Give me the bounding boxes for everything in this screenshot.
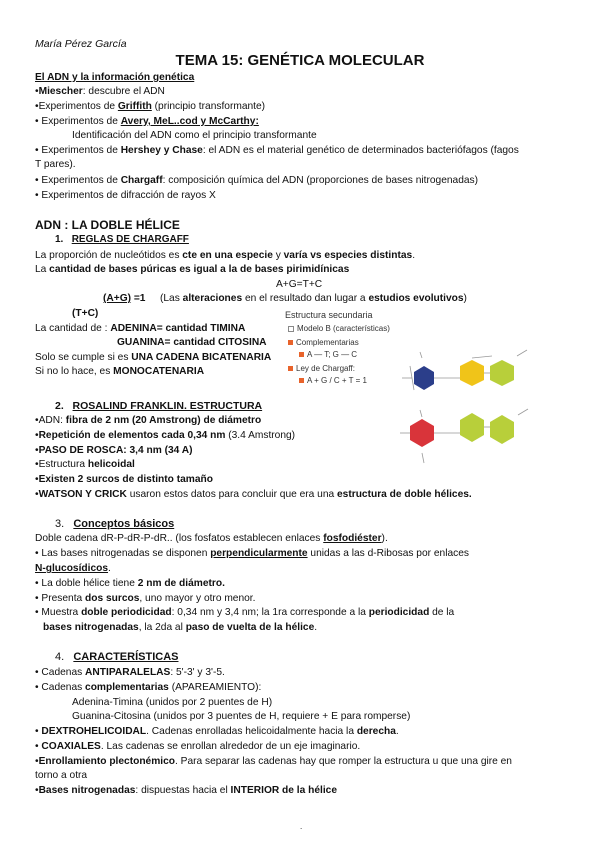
list-item: • La doble hélice tiene 2 nm de diámetro. bbox=[35, 578, 225, 589]
paragraph: (Las alteraciones en el resultado dan lugar a estudios evolutivos) bbox=[160, 293, 467, 304]
subheading-caracteristicas: 4. CARACTERÍSTICAS bbox=[55, 651, 179, 663]
paragraph: Doble cadena dR-P-dR-P-dR.. (los fosfatos establecen enlaces fosfodiéster). bbox=[35, 533, 388, 544]
list-item: •Existen 2 surcos de distinto tamaño bbox=[35, 474, 213, 485]
subheading-conceptos: 3. Conceptos básicos bbox=[55, 518, 175, 530]
list-item: •ADN: fibra de 2 nm (20 Amstrong) de diámetro bbox=[35, 415, 262, 426]
list-item: • Cadenas complementarias (APAREAMIENTO): bbox=[35, 682, 262, 693]
list-item: •Estructura helicoidal bbox=[35, 459, 135, 470]
list-item: •PASO DE ROSCA: 3,4 nm (34 A) bbox=[35, 445, 193, 456]
list-item: • Muestra doble periodicidad: 0,34 nm y 3,4 nm; la 1ra corresponde a la periodicidad de la bbox=[35, 607, 455, 618]
subheading-franklin: 2. ROSALIND FRANKLIN. ESTRUCTURA bbox=[55, 400, 263, 412]
paragraph: La cantidad de bases púricas es igual a la de bases pirimidínicas bbox=[35, 264, 350, 275]
paragraph: La cantidad de : ADENINA= cantidad TIMINA bbox=[35, 323, 246, 334]
page-footer-dot: . bbox=[300, 822, 303, 831]
list-item: •Bases nitrogenadas: dispuestas hacia el INTERIOR de la hélice bbox=[35, 785, 337, 796]
list-item: •Experimentos de Griffith (principio transformante) bbox=[35, 101, 266, 112]
list-subitem: Guanina-Citosina (unidos por 3 puentes de H, requiere + E para romperse) bbox=[72, 711, 411, 722]
list-item: • Experimentos de Chargaff: composición química del ADN (proporciones de bases nitrogenadas) bbox=[35, 175, 479, 186]
base-pair-at-drawing bbox=[402, 348, 532, 408]
list-item: • Experimentos de difracción de rayos X bbox=[35, 190, 216, 201]
page-title: TEMA 15: GENÉTICA MOLECULAR bbox=[175, 52, 425, 69]
paragraph: Si no lo hace, es MONOCATENARIA bbox=[35, 366, 205, 377]
list-item: •Repetición de elementos cada 0,34 nm (3.4 Amstrong) bbox=[35, 430, 296, 441]
list-item: • Experimentos de Avery, MeL..cod y McCarthy: bbox=[35, 116, 259, 127]
diagram-row: Modelo B (características) bbox=[288, 324, 390, 333]
list-item-cont: N-glucosídicos. bbox=[35, 563, 111, 574]
paragraph: GUANINA= cantidad CITOSINA bbox=[117, 337, 267, 348]
paragraph: La proporción de nucleótidos es cte en una especie y varía vs especies distintas. bbox=[35, 250, 416, 261]
diagram-row: A — T; G — C bbox=[299, 350, 357, 359]
section-heading-doble-helice: ADN : LA DOBLE HÉLICE bbox=[35, 218, 180, 232]
author-name: María Pérez García bbox=[35, 38, 127, 50]
diagram-row: Complementarias bbox=[288, 338, 359, 347]
formula: A+G=T+C bbox=[276, 279, 323, 290]
list-item: • Experimentos de Hershey y Chase: el ADN es el material genético de determinados bacteriófagos (fagos bbox=[35, 145, 519, 156]
list-item-cont: torno a otra bbox=[35, 770, 88, 781]
list-item: •Miescher: descubre el ADN bbox=[35, 86, 165, 97]
fraction-formula: (A+G) =1 bbox=[103, 293, 146, 304]
list-item: •WATSON Y CRICK usaron estos datos para concluir que era una estructura de doble hélices. bbox=[35, 489, 472, 500]
list-item-cont: bases nitrogenadas, la 2da al paso de vuelta de la hélice. bbox=[43, 622, 318, 633]
list-item: •Enrollamiento plectonémico. Para separar las cadenas hay que romper la estructura u que una gire en bbox=[35, 756, 512, 767]
list-item: • COAXIALES. Las cadenas se enrollan alrededor de un eje imaginario. bbox=[35, 741, 361, 752]
list-subitem: Adenina-Timina (unidos por 2 puentes de H) bbox=[72, 697, 273, 708]
list-item: • Cadenas ANTIPARALELAS: 5'-3' y 3'-5. bbox=[35, 667, 225, 678]
section-heading-adn-info: El ADN y la información genética bbox=[35, 72, 195, 83]
subheading-chargaff: 1. REGLAS DE CHARGAFF bbox=[55, 234, 189, 245]
base-pair-gc-drawing bbox=[400, 405, 532, 467]
diagram-row: Ley de Chargaff: bbox=[288, 364, 355, 373]
fraction-denominator: (T+C) bbox=[72, 308, 99, 319]
diagram-title: Estructura secundaria bbox=[285, 310, 373, 320]
list-item: • DEXTROHELICOIDAL. Cadenas enrolladas helicoidalmente hacia la derecha. bbox=[35, 726, 399, 737]
paragraph: Solo se cumple si es UNA CADENA BICATENARIA bbox=[35, 352, 272, 363]
list-subitem: Identificación del ADN como el principio transformante bbox=[72, 130, 317, 141]
diagram-row: A + G / C + T = 1 bbox=[299, 376, 367, 385]
list-item-cont: T pares). bbox=[35, 159, 76, 170]
list-item: • Las bases nitrogenadas se disponen perpendicularmente unidas a las d-Ribosas por enlaces bbox=[35, 548, 469, 559]
list-item: • Presenta dos surcos, uno mayor y otro menor. bbox=[35, 593, 256, 604]
